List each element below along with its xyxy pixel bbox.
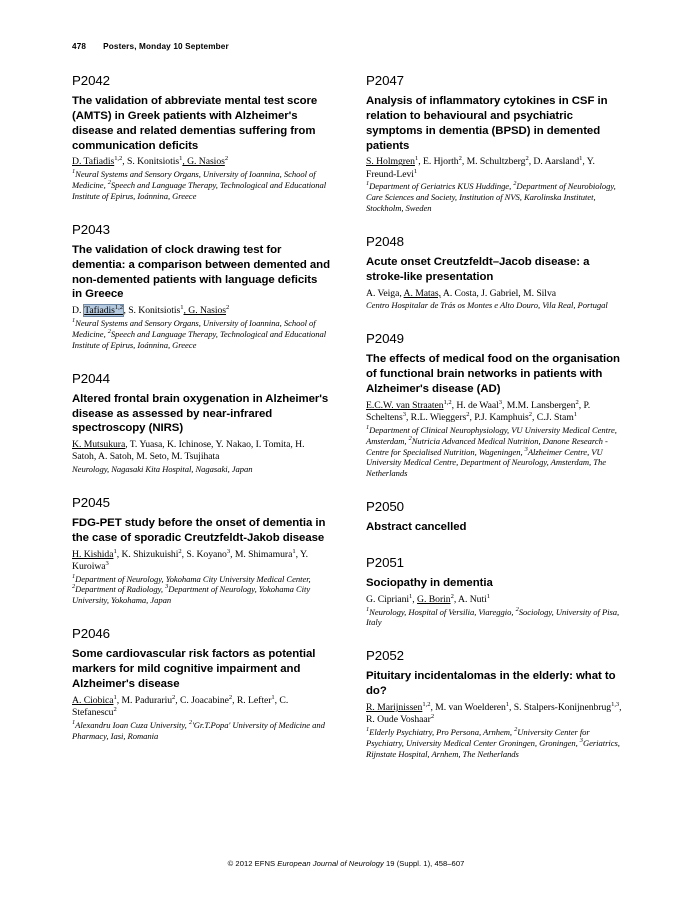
- author-affil-marker: 3: [498, 398, 502, 406]
- page-folio: 478: [72, 42, 87, 51]
- author-text: , M.M. Lansbergen: [502, 399, 576, 411]
- abstract-affiliation: [366, 425, 624, 480]
- abstract-affiliation: [366, 607, 624, 629]
- affil-text: University Center for Psychiatry, University Medical Center Groningen, Groningen,: [366, 726, 590, 748]
- affil-marker: 1: [72, 572, 76, 580]
- abstract-authors: [366, 288, 624, 300]
- author-text: A. Veiga,: [366, 287, 404, 299]
- abstract-authors: [72, 549, 330, 573]
- right-column: [366, 74, 624, 773]
- affil-marker: 2: [515, 605, 519, 613]
- presenter-name: A. Matas,: [403, 287, 442, 299]
- affil-marker: 1: [366, 726, 370, 734]
- author-affil-marker: 2: [226, 304, 230, 312]
- presenter-name: D. Tafiadis: [72, 156, 115, 168]
- author-affil-marker: 1: [292, 547, 296, 555]
- abstract-p2047: [366, 74, 624, 214]
- affil-text: Neurology, Nagasaki Kita Hospital, Nagasaki, Japan: [72, 464, 253, 475]
- affil-text: 'Gr.T.Popa' University of Medicine and Pharmacy, Iasi, Romania: [72, 719, 325, 741]
- affil-marker: 2: [72, 583, 76, 591]
- abstract-id: P2045: [72, 495, 110, 511]
- author-affil-marker: 1: [409, 592, 413, 600]
- affil-text: Alexandru Ioan Cuza University,: [75, 719, 189, 730]
- author-text: , C. Joacabine: [175, 694, 229, 706]
- abstract-p2045: [72, 496, 330, 606]
- affil-marker: 3: [579, 736, 583, 744]
- abstract-p2043: [72, 223, 330, 351]
- abstract-id: P2049: [366, 331, 404, 347]
- presenter-name: , G. Nasios: [182, 156, 225, 168]
- affil-marker: 2: [513, 180, 517, 188]
- left-column: [72, 74, 330, 773]
- abstract-affiliation: [72, 318, 330, 351]
- abstract-id: P2042: [72, 73, 110, 88]
- abstract-title: FDG-PET study before the onset of dementia in the case of sporadic Creutzfeldt-Jakob disease: [72, 516, 326, 544]
- selected-author-name[interactable]: [84, 305, 124, 316]
- footer-journal-name: European Journal of Neurology: [277, 859, 384, 868]
- abstract-p2051: [366, 556, 624, 628]
- author-text: , R. Oude Voshaar: [366, 702, 622, 726]
- affil-marker: 2: [107, 328, 111, 336]
- author-affil-marker: 1: [573, 410, 577, 418]
- abstract-title: The validation of abbreviate mental test score (AMTS) in Greek patients with Alzheimer's disease and related dementias suffering from communication deficits: [72, 94, 318, 152]
- presenter-name: A. Ciobica: [72, 694, 114, 706]
- abstract-id: P2050: [366, 499, 404, 515]
- abstract-p2042: [72, 74, 330, 202]
- author-text: , S. Konitsiotis: [122, 156, 180, 168]
- abstract-authors: [366, 156, 624, 180]
- abstract-id: P2051: [366, 555, 404, 571]
- abstract-title: Altered frontal brain oxygenation in Alzheimer's disease as assessed by near-infrared spectroscopy (NIRS): [72, 392, 329, 435]
- affil-text: Department of Radiology,: [75, 584, 166, 595]
- author-affil-marker: 2: [228, 693, 233, 701]
- author-text: , M. Shimamura: [230, 548, 293, 560]
- footer-volume: 19 (Suppl. 1), 458–607: [383, 859, 465, 868]
- author-affil-marker: 1: [271, 693, 275, 701]
- author-affil-marker: 1: [113, 693, 117, 701]
- affil-text: Speech and Language Therapy, Technological and Educational Institute of Epirus, Ioánnina, Greece: [72, 180, 327, 201]
- author-text: A. Costa, J. Gabriel, M. Silva: [441, 287, 556, 299]
- affil-marker: 2: [408, 434, 412, 442]
- author-affil-marker: 2: [172, 693, 176, 701]
- author-affil-marker: 3: [402, 410, 406, 418]
- author-affil-marker: 2: [528, 410, 533, 418]
- abstract-authors: [72, 156, 330, 168]
- abstract-authors: [72, 695, 330, 719]
- author-text: , M. van Woelderen: [430, 702, 506, 714]
- abstract-authors: [72, 305, 330, 317]
- presenter-name: K. Mutsukura: [72, 439, 126, 451]
- author-affil-marker: 2: [224, 155, 229, 163]
- abstract-id: P2047: [366, 73, 404, 88]
- author-text: , C. Stefanescu: [72, 694, 289, 719]
- author-affil-marker: 3: [105, 559, 109, 567]
- author-affil-marker: 1,2: [114, 304, 123, 312]
- abstract-id: P2048: [366, 234, 404, 250]
- affil-text: Elderly Psychiatry, Pro Persona, Arnhem,: [369, 726, 515, 737]
- author-text: , D. Aarsland: [528, 156, 580, 168]
- author-text: , K. Shizukuishi: [116, 548, 179, 560]
- abstract-title: Sociopathy in dementia: [366, 577, 493, 590]
- presenter-name: R. Marijnissen: [366, 702, 423, 714]
- abstract-title: Acute onset Creutzfeldt–Jacob disease: a stroke-like presentation: [366, 255, 590, 283]
- author-text: , M. Schultzberg: [461, 156, 526, 168]
- abstract-id: P2044: [72, 370, 110, 386]
- affil-text: Centro Hospitalar de Trás os Montes e Alto Douro, Vila Real, Portugal: [366, 300, 608, 311]
- presenter-name: , G. Nasios: [183, 305, 227, 317]
- affil-marker: 1: [72, 168, 76, 176]
- affil-text: Neurology, Hospital of Versilia, Viareggio,: [369, 606, 516, 617]
- affil-text: Alzheimer Centre, VU University Medical Centre, Department of Neurology, Amsterdam, The Netherlands: [366, 446, 606, 479]
- running-head: [72, 42, 229, 51]
- author-affil-marker: 1: [486, 592, 490, 600]
- abstract-title: Abstract cancelled: [366, 521, 467, 534]
- author-text: , E. Hjorth: [418, 156, 459, 168]
- author-text: , Y. Kuroiwa: [72, 548, 309, 572]
- affil-text: Department of Neurology, Yokohama City University Medical Center,: [75, 573, 311, 584]
- affil-marker: 3: [524, 445, 528, 453]
- abstract-authors: [72, 439, 330, 463]
- abstract-title: Analysis of inflammatory cytokines in CSF in relation to behavioural and psychiatric symptoms in dementia (BPSD) in demented patients: [366, 94, 608, 152]
- abstract-p2049: [366, 332, 624, 479]
- author-text: , Y. Freund-Levi: [366, 156, 595, 180]
- affil-text: Nutricia Advanced Medical Nutrition, Danone Research - Centre for Specialised Nutrition, Wageningen,: [366, 435, 608, 457]
- abstract-p2050: [366, 500, 624, 535]
- author-text: , P. Scheltens: [366, 399, 591, 424]
- author-text: , C.J. Stam: [532, 412, 574, 424]
- author-affil-marker: 3: [226, 547, 231, 555]
- author-affil-marker: 1,3: [611, 700, 620, 708]
- author-text: , A. Nuti: [453, 593, 487, 605]
- author-text: G. Cipriani: [366, 593, 410, 605]
- abstract-id: P2052: [366, 648, 404, 664]
- author-affil-marker: 2: [113, 705, 117, 713]
- author-text: , T. Yuasa, K. Ichinose, Y. Nakao, I. Tomita, H. Satoh, A. Satoh, M. Seto, M. Tsujihata: [72, 439, 305, 463]
- abstract-affiliation: [366, 300, 624, 311]
- author-affil-marker: 1: [179, 155, 183, 163]
- presenter-name: S. Holmgren: [366, 156, 415, 168]
- abstract-p2046: [72, 627, 330, 741]
- author-text: , P.J. Kamphuis: [469, 412, 529, 424]
- affil-marker: 3: [165, 583, 169, 591]
- author-text: , M. Padurariu: [116, 694, 172, 706]
- author-affil-marker: 1: [113, 547, 117, 555]
- affil-text: Department of Clinical Neurophysiology, VU University Medical Centre, Amsterdam,: [366, 424, 617, 446]
- author-affil-marker: 2: [525, 155, 529, 163]
- affil-marker: 1: [72, 317, 76, 325]
- author-affil-marker: 2: [430, 713, 435, 721]
- abstract-authors: [366, 400, 624, 424]
- affil-text: Geriatrics, Rijnstate Hospital, Arnhem, The Netherlands: [366, 737, 620, 759]
- affil-marker: 2: [514, 726, 518, 734]
- abstract-affiliation: [366, 181, 624, 214]
- affil-text: Speech and Language Therapy, Technological and Educational Institute of Epirus, Ioánnina, Greece: [72, 328, 327, 350]
- affil-marker: 1: [366, 605, 370, 613]
- author-text: , S. Konitsiotis: [123, 305, 181, 317]
- author-affil-marker: 1: [414, 155, 419, 163]
- affil-text: Department of Neurobiology, Care Sciences and Society, Institution of NVS, Karolinska Institutet, Stockholm, Sweden: [366, 181, 616, 214]
- abstract-affiliation: [366, 727, 624, 760]
- author-affil-marker: 1,2: [114, 155, 123, 163]
- page-footer: [0, 859, 692, 868]
- author-text: , R. Lefter: [232, 694, 272, 706]
- author-affil-marker: 2: [178, 547, 182, 555]
- abstract-title: Pituitary incidentalomas in the elderly: what to do?: [366, 670, 616, 698]
- abstract-title: The validation of clock drawing test for dementia: a comparison between demented and non-demented patients with language deficits in Greece: [72, 243, 330, 301]
- affil-marker: 1: [366, 180, 370, 188]
- author-affil-marker: 2: [450, 592, 454, 600]
- author-affil-marker: 1: [180, 304, 184, 312]
- affil-marker: 2: [188, 718, 192, 726]
- author-affil-marker: 1: [413, 167, 418, 175]
- author-affil-marker: 1: [579, 155, 583, 163]
- abstract-affiliation: [72, 720, 330, 742]
- author-affil-marker: 1,2: [422, 700, 431, 708]
- author-affil-marker: 2: [575, 398, 579, 406]
- author-affil-marker: 1,2: [443, 398, 452, 406]
- affil-text: Department of Neurology, Yokohama City University, Yokohama, Japan: [72, 584, 311, 606]
- author-text: , S. Koyano: [181, 548, 227, 560]
- affil-marker: 1: [366, 423, 370, 431]
- author-affil-marker: 2: [466, 410, 470, 418]
- author-affil-marker: 2: [458, 155, 462, 163]
- author-text: , R.L. Wieggers: [405, 412, 467, 424]
- abstract-p2048: [366, 235, 624, 311]
- affil-text: Department of Geriatrics KUS Huddinge,: [369, 181, 514, 192]
- abstract-affiliation: [72, 574, 330, 607]
- abstract-authors: [366, 594, 624, 606]
- abstract-p2052: [366, 649, 624, 759]
- abstract-affiliation: [72, 464, 330, 475]
- abstract-title: The effects of medical food on the organisation of functional brain networks in patients with Alzheimer's disease (AD): [366, 353, 620, 395]
- author-text: D.: [72, 305, 84, 317]
- author-text: , H. de Waal: [451, 399, 499, 411]
- presenter-name: G. Borin: [417, 593, 451, 605]
- abstract-authors: [366, 702, 624, 726]
- author-text: , S. Stalpers-Konijnenbrug: [509, 702, 612, 714]
- abstract-title: Some cardiovascular risk factors as potential markers for mild cognitive impairment and Alzheimer's disease: [72, 648, 316, 690]
- author-text: ,: [412, 593, 418, 605]
- footer-copyright: © 2012 EFNS: [227, 859, 278, 868]
- abstract-affiliation: [72, 169, 330, 202]
- author-affil-marker: 1: [505, 700, 510, 708]
- affil-text: Neural Systems and Sensory Organs, University of Ioannina, School of Medicine,: [72, 317, 316, 339]
- two-column-body: [72, 74, 624, 773]
- presenter-name: E.C.W. van Straaten: [366, 399, 444, 411]
- selected-author-text: Tafiadis: [84, 305, 115, 317]
- abstract-id: P2046: [72, 626, 110, 642]
- running-head-text: Posters, Monday 10 September: [103, 42, 229, 51]
- affil-marker: 2: [107, 179, 111, 187]
- affil-marker: 1: [72, 718, 76, 726]
- affil-text: Sociology, University of Pisa, Italy: [366, 606, 620, 628]
- presenter-name: H. Kishida: [72, 548, 114, 560]
- affil-text: Neural Systems and Sensory Organs, University of Ioannina, School of Medicine,: [72, 169, 316, 191]
- abstract-p2044: [72, 372, 330, 475]
- abstract-id: P2043: [72, 221, 110, 237]
